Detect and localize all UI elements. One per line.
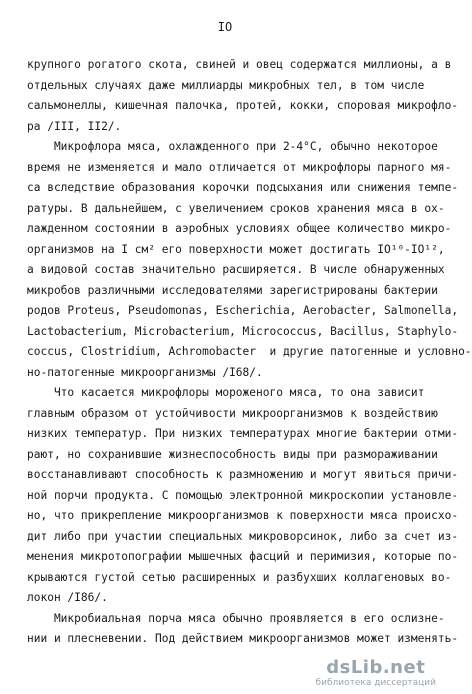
text-line: крупного рогатого скота, свиней и овец содержатся миллионы, а в: [27, 58, 452, 71]
text-line: са вследствие образования корочки подсыхания или снижения темпе-: [27, 181, 459, 194]
text-line: восстанавливают способность к размножению и могут явиться причи-: [27, 468, 459, 481]
text-line: но, что прикрепление микроорганизмов к поверхности мяса происхо-: [27, 509, 459, 522]
text-line: сальмонеллы, кишечная палочка, протей, кокки, споровая микрофло-: [27, 99, 459, 112]
text-line: крываются густой сетью расширенных и разбухших коллагеновых во-: [27, 570, 452, 584]
text-line: Микробиальная порча мяса обычно проявляется в его ослизне-: [27, 611, 445, 625]
text-line: Микрофлора мяса, охлажденного при 2-4°С, обычно некоторое: [27, 140, 438, 153]
text-line: родов Proteus, Pseudomonas, Escherichia, Aerobacter, Salmonella,: [27, 304, 459, 317]
page-number: IO: [217, 20, 233, 34]
text-line: ра /III, II2/.: [27, 119, 122, 133]
text-line: организмов на I см² его поверхности может достигать IO¹⁰-IO¹²,: [27, 242, 445, 256]
text-line: низких температур. При низких температурах многие бактерии отми-: [27, 427, 459, 440]
text-line: но-патогенные микроорганизмы /I68/.: [27, 365, 263, 379]
text-line: дит либо при участии специальных микроворсинок, либо за счет из-: [27, 529, 459, 543]
watermark: [316, 657, 436, 688]
text-line: менения микротопографии мышечных фасций и перимизия, которые по-: [27, 550, 459, 563]
text-line: нии и плесневении. Под действием микроорганизмов может изменять-: [27, 632, 459, 645]
text-line: локон /I86/.: [27, 591, 108, 604]
text-line: микробов различными исследователями зарегистрированы бактерии: [27, 283, 438, 297]
text-line: coccus, Clostridium, Achromobacter и другие патогенные и условно-: [27, 345, 472, 358]
text-line: время не изменяется и мало отличается от микрофлоры парного мя-: [27, 160, 452, 174]
text-line: Что касается микрофлоры мороженого мяса, то она зависит: [27, 386, 425, 399]
text-line: ратуры. В дальнейшем, с увеличением сроков хранения мяса в ох-: [27, 201, 445, 215]
text-line: лажденном состоянии в аэробных условиях общее количество микро-: [27, 222, 452, 235]
watermark-subtitle: библиотека диссертаций: [315, 678, 436, 688]
body-text: [27, 55, 472, 650]
watermark-brand: dsLib.net: [326, 657, 426, 678]
text-line: отдельных случаях даже миллиарды микробных тел, в том числе: [27, 78, 425, 92]
text-line: рают, но сохранившие жизнеспособность виды при размораживании: [27, 447, 438, 461]
text-line: Lactobacterium, Microbacterium, Micrococcus, Bacillus, Staphylo-: [27, 324, 459, 338]
text-line: ной порчи продукта. С помощью электронной микроскопии установле-: [27, 488, 459, 502]
text-line: а видовой состав значительно расширяется. В числе обнаруженных: [27, 263, 445, 276]
text-line: главным образом от устойчивости микроорганизмов к воздействию: [27, 406, 438, 420]
